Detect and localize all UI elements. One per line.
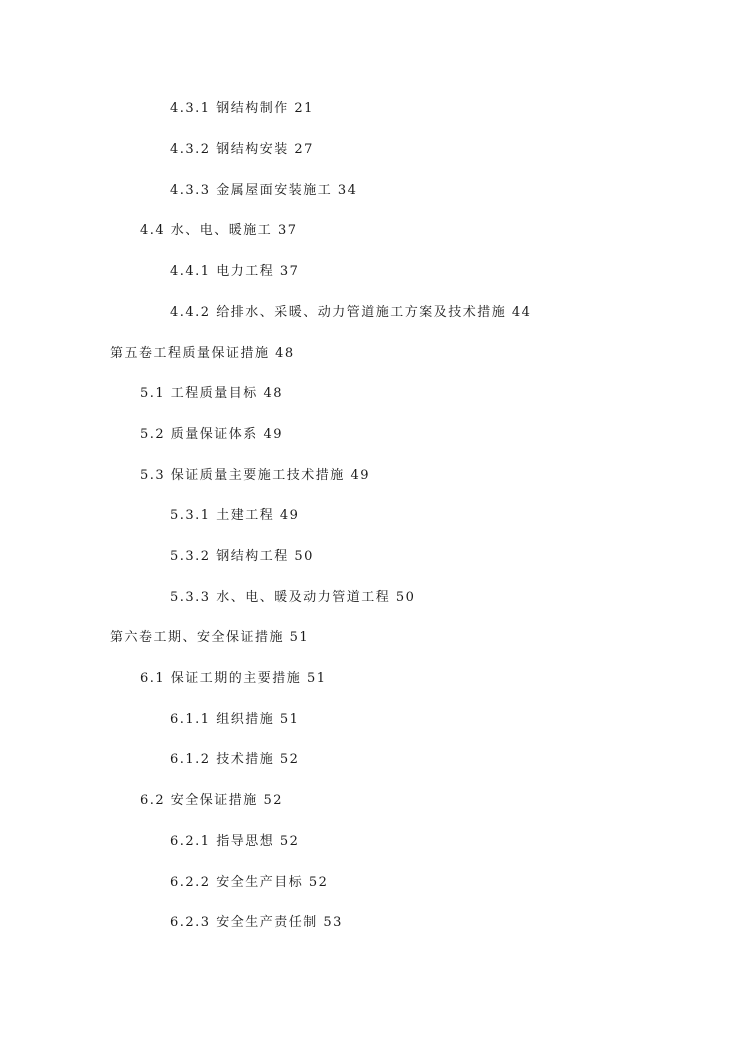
toc-entry: 4.3.2 钢结构安装 27 (170, 142, 314, 157)
toc-entry: 6.1.2 技术措施 52 (170, 752, 300, 767)
toc-entry: 4.4.2 给排水、采暖、动力管道施工方案及技术措施 44 (170, 305, 532, 320)
toc-entry: 6.2.3 安全生产责任制 53 (170, 915, 343, 930)
toc-entry: 5.3 保证质量主要施工技术措施 49 (140, 468, 370, 483)
toc-entry: 5.1 工程质量目标 48 (140, 386, 283, 401)
toc-entry: 6.2.1 指导思想 52 (170, 834, 300, 849)
toc-entry: 6.2 安全保证措施 52 (140, 793, 283, 808)
toc-entry: 6.1 保证工期的主要措施 51 (140, 671, 327, 686)
toc-entry: 5.3.1 土建工程 49 (170, 508, 300, 523)
toc-entry: 6.2.2 安全生产目标 52 (170, 875, 329, 890)
toc-entry: 4.4.1 电力工程 37 (170, 264, 300, 279)
toc-entry: 4.3.1 钢结构制作 21 (170, 101, 314, 116)
toc-entry: 5.3.2 钢结构工程 50 (170, 549, 314, 564)
toc-entry: 4.3.3 金属屋面安装施工 34 (170, 183, 358, 198)
toc-entry: 5.3.3 水、电、暖及动力管道工程 50 (170, 590, 416, 605)
toc-entry: 4.4 水、电、暖施工 37 (140, 223, 298, 238)
toc-entry: 6.1.1 组织措施 51 (170, 712, 300, 727)
toc-entry: 第五卷工程质量保证措施 48 (110, 346, 295, 361)
toc-entry: 5.2 质量保证体系 49 (140, 427, 283, 442)
toc-entry: 第六卷工期、安全保证措施 51 (110, 630, 310, 645)
